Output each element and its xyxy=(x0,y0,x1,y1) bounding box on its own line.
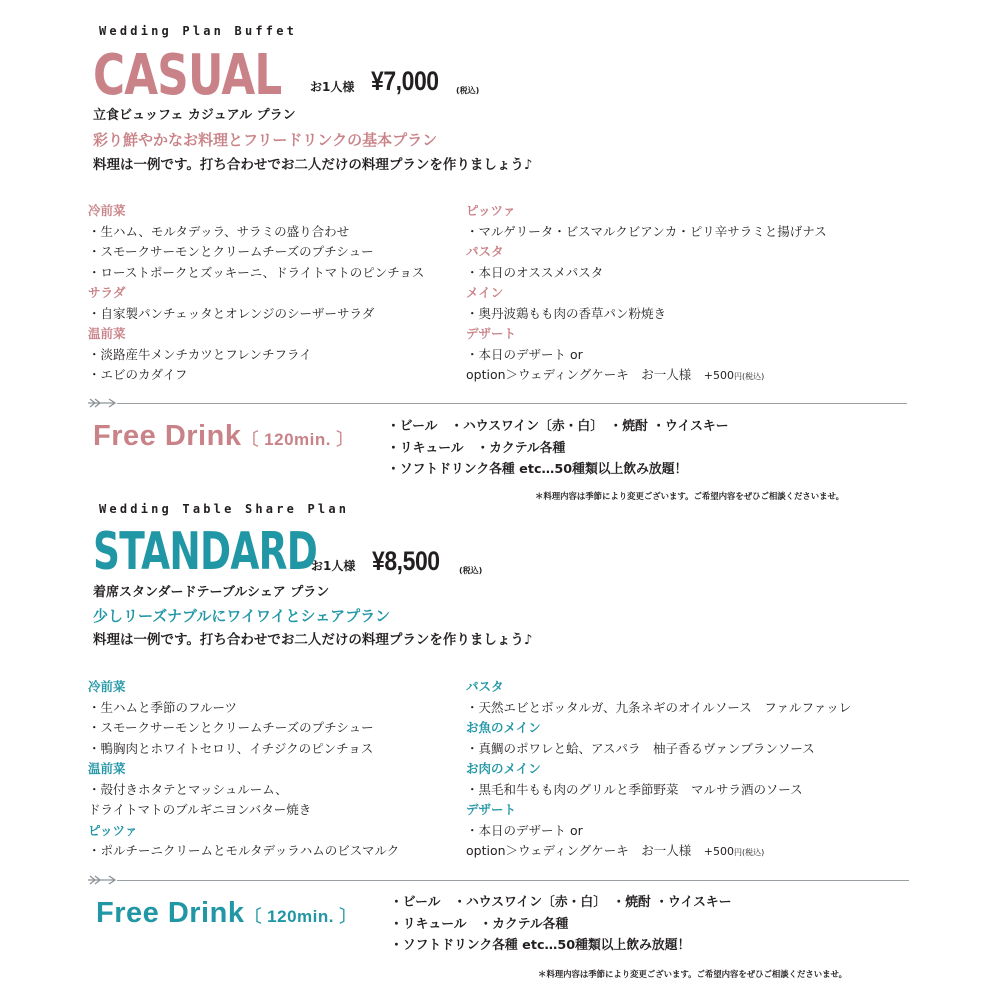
standard-intro: 料理は一例です。打ち合わせでお二人だけの料理プランを作りましょう♪ xyxy=(93,632,533,648)
cake-option xyxy=(466,365,827,388)
cake-option-unit: 円 xyxy=(734,848,743,857)
standard-menu-right xyxy=(466,677,851,864)
drink-line: ・ソフトドリンク各種 etc…50種類以上飲み放題！ xyxy=(387,462,688,477)
casual-eyebrow: Wedding Plan Buffet xyxy=(99,24,298,38)
casual-price: ¥7,000 xyxy=(371,66,439,96)
casual-note: ＊料理内容は季節により変更ございます。ご希望内容をぜひご相談くださいませ。 xyxy=(535,491,844,501)
casual-drink-list xyxy=(387,416,729,481)
menu-category: 冷前菜 xyxy=(88,679,126,694)
cake-option-price: +500 xyxy=(703,369,735,382)
casual-tagline: 彩り鮮やかなお料理とフリードリンクの基本プラン xyxy=(93,131,438,149)
drink-line: ・ビール ・ハウスワイン〔赤・白〕 ・焼酎 ・ウイスキー xyxy=(387,419,729,434)
section-divider xyxy=(117,403,907,404)
casual-menu-right xyxy=(466,201,827,388)
casual-title: CASUAL xyxy=(93,43,282,108)
menu-category: 温前菜 xyxy=(88,761,126,776)
arrow-ornament-icon xyxy=(87,397,117,409)
menu-item: ・エビのカダイフ xyxy=(88,367,188,382)
menu-item: ・マルゲリータ・ビスマルクビアンカ・ピリ辛サラミと揚げナス xyxy=(466,223,827,239)
free-drink-label: Free Drink xyxy=(96,897,245,929)
menu-category: メイン xyxy=(466,285,504,300)
cake-option-tax: (税込) xyxy=(742,848,765,857)
menu-item: ・本日のデザート or xyxy=(466,346,583,362)
menu-item: ・鴨胸肉とホワイトセロリ、イチジクのピンチョス xyxy=(88,740,374,756)
casual-menu-left xyxy=(88,201,424,386)
menu-category: サラダ xyxy=(88,285,126,300)
menu-item: ・淡路産牛メンチカツとフレンチフライ xyxy=(88,346,312,362)
casual-free-drink-title xyxy=(93,420,354,453)
casual-plan-name: 立食ビュッフェ カジュアル プラン xyxy=(93,108,296,123)
free-drink-duration: 〔 120min. 〕 xyxy=(241,430,354,449)
menu-item: ・ポルチーニクリームとモルタデッラハムのビスマルク xyxy=(88,843,400,858)
menu-item: ・スモークサーモンとクリームチーズのプチシュー xyxy=(88,244,374,259)
menu-category: パスタ xyxy=(466,244,504,259)
menu-category: 温前菜 xyxy=(88,326,126,341)
menu-item: ・殻付きホタテとマッシュルーム、 xyxy=(88,781,288,797)
menu-item: ・スモークサーモンとクリームチーズのプチシュー xyxy=(88,720,374,735)
standard-price: ¥8,500 xyxy=(372,546,440,576)
menu-category: お魚のメイン xyxy=(466,720,541,735)
drink-line: ・リキュール ・カクテル各種 xyxy=(387,440,566,456)
menu-item: ・奥丹波鶏もも肉の香草パン粉焼き xyxy=(466,305,667,321)
drink-line: ・リキュール ・カクテル各種 xyxy=(390,916,569,932)
menu-category: ピッツァ xyxy=(88,822,138,838)
standard-drink-list xyxy=(390,892,732,957)
standard-note: ＊料理内容は季節により変更ございます。ご希望内容をぜひご相談くださいませ。 xyxy=(538,969,847,979)
standard-menu-left xyxy=(88,677,399,862)
drink-line: ・ソフトドリンク各種 etc…50種類以上飲み放題！ xyxy=(390,938,691,953)
standard-per-person: お1人様 xyxy=(311,559,356,573)
menu-category: 冷前菜 xyxy=(88,203,126,218)
standard-tax: (税込) xyxy=(459,566,483,575)
menu-item: ・生ハム、モルタデッラ、サラミの盛り合わせ xyxy=(88,223,350,239)
casual-tax: (税込) xyxy=(456,86,480,95)
cake-option-unit: 円 xyxy=(734,372,743,381)
standard-free-drink-title xyxy=(96,897,357,930)
drink-line: ・ビール ・ハウスワイン〔赤・白〕 ・焼酎 ・ウイスキー xyxy=(390,895,732,910)
menu-category: お肉のメイン xyxy=(466,761,541,776)
standard-title: STANDARD xyxy=(93,522,318,582)
arrow-ornament-icon xyxy=(87,874,117,886)
menu-item: ・自家製パンチェッタとオレンジのシーザーサラダ xyxy=(88,305,375,321)
cake-option-price: +500 xyxy=(703,845,735,858)
menu-item: ・黒毛和牛もも肉のグリルと季節野菜 マルサラ酒のソース xyxy=(466,781,803,797)
standard-tagline: 少しリーズナブルにワイワイとシェアプラン xyxy=(93,607,391,625)
menu-item: ・真鯛のポワレと蛤、アスパラ 柚子香るヴァンブランソース xyxy=(466,740,815,756)
menu-category: デザート xyxy=(466,326,517,341)
cake-option-text: option＞ウェディングケーキ お一人様 xyxy=(466,843,692,858)
menu-item: ・天然エビとボッタルガ、九条ネギのオイルソース ファルファッレ xyxy=(466,699,852,715)
section-divider xyxy=(117,880,909,881)
free-drink-duration: 〔 120min. 〕 xyxy=(244,907,357,926)
casual-intro: 料理は一例です。打ち合わせでお二人だけの料理プランを作りましょう♪ xyxy=(93,157,533,173)
free-drink-label: Free Drink xyxy=(93,420,242,452)
cake-option xyxy=(466,841,851,864)
casual-per-person: お1人様 xyxy=(310,80,355,94)
cake-option-tax: (税込) xyxy=(742,372,765,381)
standard-eyebrow: Wedding Table Share Plan xyxy=(99,502,350,516)
menu-category: パスタ xyxy=(466,679,504,694)
menu-item: ・本日のデザート or xyxy=(466,822,583,838)
cake-option-text: option＞ウェディングケーキ お一人様 xyxy=(466,367,692,382)
menu-item: ・本日のオススメパスタ xyxy=(466,264,604,280)
menu-item: ・生ハムと季節のフルーツ xyxy=(88,699,238,715)
menu-category: デザート xyxy=(466,802,517,817)
menu-category: ピッツァ xyxy=(466,203,516,218)
standard-plan-name: 着席スタンダードテーブルシェア プラン xyxy=(93,585,330,600)
menu-item: ドライトマトのブルギニヨンバター焼き xyxy=(88,802,312,817)
menu-item: ・ローストポークとズッキーニ、ドライトマトのピンチョス xyxy=(88,264,425,280)
